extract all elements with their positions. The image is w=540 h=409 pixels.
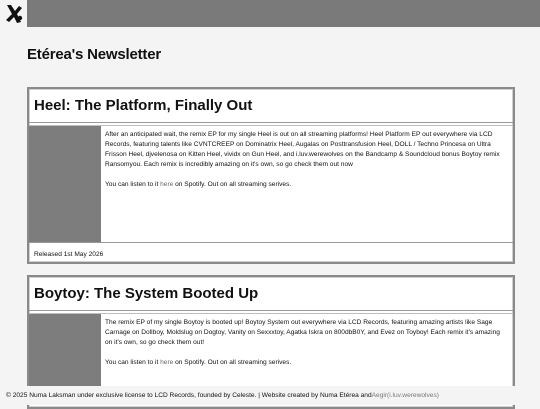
page-title: Etérea's Newsletter bbox=[27, 46, 162, 63]
article-title: Heel: The Platform, Finally Out bbox=[34, 97, 253, 114]
article-paragraph: The remix EP of my single Boytoy is booted up! Boytoy System out everywhere via LCD Records, featuring amazing artists like Sage Carnage on Dollboy, Moldslug on Dogtoy, Vanity on Sexxxtoy, Agatka Iskra on 800dbB0Y, and Evez on Toyboy! Each remix it's amazing on it's own, so go check them out! bbox=[105, 319, 500, 346]
article-card bbox=[27, 87, 515, 264]
release-date: Released 1st May 2026 bbox=[34, 250, 104, 258]
article-header bbox=[29, 89, 513, 123]
running-figure-icon[interactable] bbox=[0, 0, 27, 27]
article-header bbox=[29, 277, 513, 311]
spotify-link[interactable]: here bbox=[160, 359, 174, 366]
article-image bbox=[29, 126, 101, 242]
article-text bbox=[105, 318, 507, 378]
article-title: Boytoy: The System Booted Up bbox=[34, 285, 259, 302]
top-bar bbox=[0, 0, 540, 27]
site-footer bbox=[0, 386, 540, 405]
article-body bbox=[29, 125, 513, 243]
aegir-link[interactable]: Aegir bbox=[371, 392, 388, 399]
footer-text: © 2025 Numa Laksman under exclusive license to LCD Records, founded by Celeste. | Website created by Numa Etérea and bbox=[6, 392, 372, 399]
listen-line bbox=[105, 358, 507, 368]
footer-credit: (i.luv.werewolves) bbox=[387, 392, 439, 399]
listen-line bbox=[105, 180, 507, 190]
spotify-link[interactable]: here bbox=[160, 181, 174, 188]
listen-suffix: on Spotify. Out on all streaming serives. bbox=[173, 359, 292, 366]
listen-prefix: You can listen to it bbox=[105, 359, 161, 366]
listen-suffix: on Spotify. Out on all streaming serives. bbox=[173, 181, 292, 188]
listen-prefix: You can listen to it bbox=[105, 181, 161, 188]
article-paragraph: After an anticipated wait, the remix EP for my single Heel is out on all streaming platforms! Heel Platform EP out everywhere via LCD Records, featuring talents like CVNTCREEP on Dominatrix Heel, Augalas on Posttransfusion Heel, DOLL / Techno Princesa on Ultra Frisson Heel, djvelenosa on Kitten Heel, vividx on Gun Heel, and i.luv.werewolves on the Bandcamp & Soundcloud bonus Boytoy remix Ransomyou. Each remix is incredibly amazing on it's own, so go check them out now bbox=[105, 131, 500, 168]
article-text bbox=[105, 130, 507, 200]
